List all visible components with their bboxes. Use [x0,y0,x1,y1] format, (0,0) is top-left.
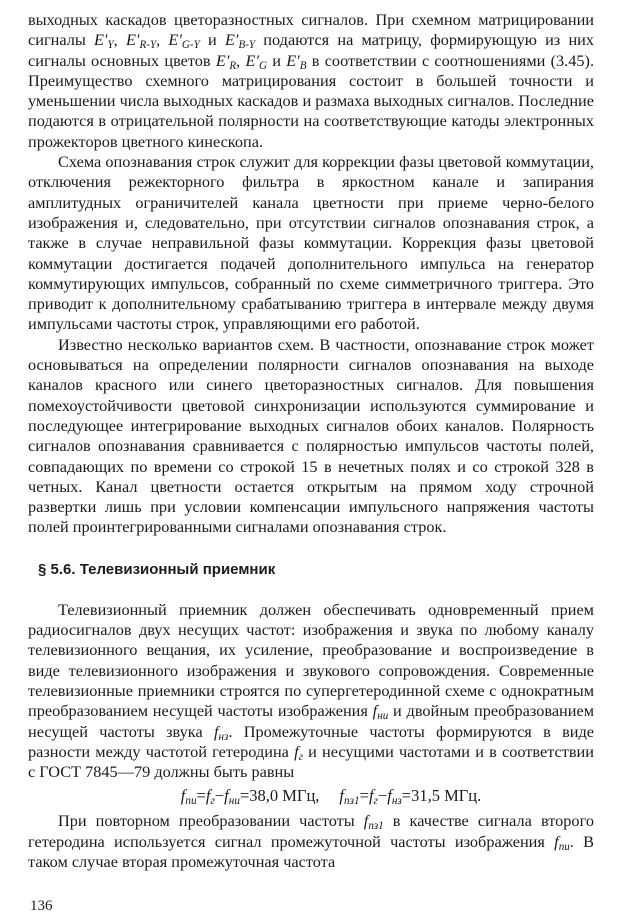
text-run: в соответствии с соотношениями (3.45). Преимущество схемного матрицирования состоит в большей точности и уменьшении числа выходных каскадов и размаха выходных сигналов. Последние подаются в отрицательной полярности на соответствующие катоды электронных прожекторов цветного кинескопа. [28,50,595,151]
text-run: и несущими частотами и в соответствии с ГОСТ 7845—79 должны быть равны [28,741,594,782]
formula-symbol: $f_{нз}$ [387,786,402,808]
text-run: подаются на матрицу, формирующую из них сигналы основных цветов [28,30,595,70]
text-run: и [267,50,287,70]
formula-symbol: $f_г$ [205,786,215,808]
signal-symbol: $E'_R$ [215,50,237,72]
formula-symbol: $f_г$ [368,786,378,808]
paragraph-second-conversion [28,811,594,872]
formula-operator: − [377,786,388,806]
formula-value: =31,5 МГц. [401,786,482,806]
text-run: . В таком случае вторая промежуточная частота [28,831,594,871]
signal-symbol: $E'_Y$ [93,30,114,52]
text-run: , [156,30,169,50]
text-run: и двойным преобразованием несущей частоты звука [28,701,594,741]
text-run: , [236,50,246,70]
page-number: 136 [30,898,53,914]
text-run: При повторном преобразовании частоты [58,811,364,831]
signal-symbol: $E'_{G-Y}$ [168,30,200,52]
text-run: . Промежуточные частоты формируются в виде разности между частотой гетеродина [28,721,594,761]
frequency-symbol: $f_г$ [294,741,303,763]
formula-operator: = [196,786,206,806]
frequency-symbol: $f_{нз}$ [213,721,229,743]
paragraph-line-identification: Схема опознавания строк служит для коррекции фазы цветовой коммутации, отключения режекторного фильтра в яркостном канале и запирания амплитудных ограничителей канала цветности при приеме черно-белого изображения и, следовательно, при отсутствии сигналов опознавания строк, а также в случае неправильной фазы коммутации. Коррекция фазы цветовой коммутации достигается подачей дополнительного импульса на генератор коммутирующих импульсов, собранный по схеме симметричного триггера. Это приводит к дополнительному срабатыванию триггера в интервале между двумя импульсами частоты строк, управляющими его работой. [28,152,594,334]
text-run: , [113,30,126,50]
signal-symbol: $E'_B$ [286,50,307,72]
text-run: и [199,30,225,50]
frequency-symbol: $f_{пз1}$ [363,811,384,833]
formula-operator: = [359,786,369,806]
formula-intermediate-frequencies [28,784,594,808]
text-run: в качестве сигнала второго гетеродина используется сигнал промежуточной частоты изображения [28,811,594,851]
formula-operator: − [214,786,225,806]
formula-symbol: $f_{пи}$ [180,786,197,808]
text-run: выходных каскадов цветоразностных сигналов. При схемном матрицировании сигналы [28,10,594,50]
signal-symbol: $E'_G$ [245,50,268,72]
frequency-symbol: $f_{ни}$ [372,701,389,722]
paragraph-circuit-variants: Известно несколько вариантов схем. В частности, опознавание строк может основываться на определении полярности сигналов опознавания на выходе каналов красного или синего цветоразностных сигналов. Для повышения помехоустойчивости цветовой синхронизации используются суммирование и последующее интегрирование выходных сигналов обоих каналов. Полярность сигналов опознавания сравнивается с полярностью импульсов частоты полей, совпадающих по времени со строкой 15 в нечетных полях и со строкой 328 в четных. Канал цветности остается открытым на прямом ходу строчной развертки лишь при условии компенсации импульсного напряжения частоты полей проинтегрированными сигналами опознавания строк. [28,334,594,537]
signal-symbol: $E'_{B-Y}$ [224,30,256,52]
formula-symbol: $f_{пз1}$ [339,786,360,808]
signal-symbol: $E'_{R-Y}$ [125,30,157,52]
text-run: Телевизионный приемник должен обеспечивать одновременный прием радиосигналов двух несущих частот: изображения и звука по любому каналу телевизионного вещания, их усиление, преобразование и воспроизведение в виде телевизионного изображения и звукового сопровождения. Современные телевизионные приемники строятся по супергетеродинной схеме с однократным преобразованием несущей частоты изображения [28,599,594,721]
formula-symbol: $f_{ни}$ [224,786,240,808]
frequency-symbol: $f_{пи}$ [554,831,570,853]
paragraph-matrixing [28,10,594,152]
section-heading: § 5.6. Телевизионный приемник [38,560,276,578]
paragraph-tv-receiver [28,600,594,783]
formula-value: =38,0 МГц, [239,786,320,806]
